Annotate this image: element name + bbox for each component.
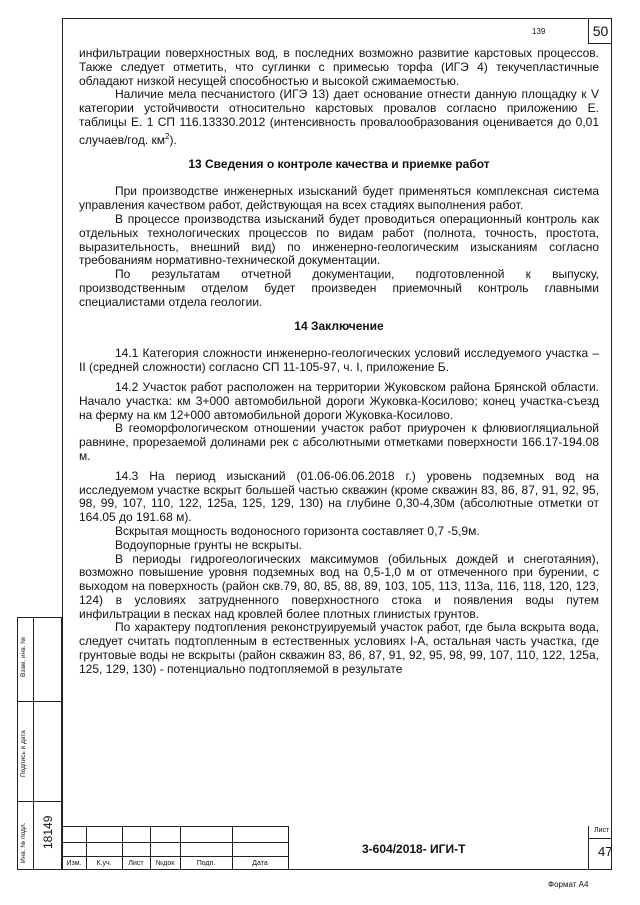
inventory-number: 18149 (41, 815, 55, 849)
paragraph: Водоупорные грунты не вскрыты. (115, 537, 302, 552)
document-code: 3-604/2018- ИГИ-Т (362, 842, 466, 856)
section-13-title: 13 Сведения о контроле качества и приемке работ (188, 156, 490, 171)
paragraph: В процессе производства изысканий будет проводиться операционный контроль как отдельных технологических процессов по видам работ (полнота, точность, простота, выразительность, внешний вид) по инженерно-геологическим изысканиям согласно требованиям нормативно-технической документации. (79, 211, 599, 268)
col-ndok: №док (155, 860, 175, 867)
sheet-label: Лист (594, 827, 610, 834)
col-list: Лист (128, 860, 144, 867)
paragraph: В геоморфологическом отношении участок работ приурочен к флювиогляциальной равнине, прорезаемой долинами рек с абсолютными отметками поверхности 166.17-194.08 м. (79, 421, 599, 463)
title-block (62, 826, 612, 870)
paragraph: инфильтрации поверхностных вод, в последних возможно развитие карстовых процессов. Также следует отметить, что суглинки с примесью торфа (ИГЭ 4) текучепластичные обладают низкой несущей способностью и высокой сжимаемостью. (79, 46, 599, 88)
side-vzam-label: Взам. инв. № (20, 636, 27, 677)
paragraph: Наличие мела песчанистого (ИГЭ 13) дает основание отнести данную площадку к V категории устойчивости относительно карстовых провалов согласно приложению Е. таблицы Е. 1 СП 116.13330.2012 (интенсивность провалообразования оценивается до 0,01 случаев/год. $км^2$). (79, 87, 599, 147)
page-number-box: 50 (588, 18, 612, 44)
document-body (79, 47, 599, 677)
section-14-title: 14 Заключение (294, 318, 384, 333)
paragraph: По результатам отчетной документации, подготовленной к выпуску, производственным отделом будет произведен приемочный контроль главными специалистами отдела геологии. (79, 267, 599, 309)
paragraph: При производстве инженерных изысканий будет применяться комплексная система управления качеством работ, действующая на всех стадиях выполнения работ. (79, 184, 599, 213)
col-podp: Подп. (196, 860, 216, 867)
col-kuch: К.уч. (96, 860, 112, 867)
paragraph-14-2: 14.2 Участок работ расположен на территории Жуковском района Брянской области. Начало участка: км 3+000 автомобильной дороги Жуковка-Косилово; конец участка-съезд на ферму на км 12+000 автомобильной дороги Жуковка-Косилово. (79, 379, 599, 422)
side-stamp (17, 617, 62, 870)
paragraph-14-3: 14.3 На период изысканий (01.06-06.06.2018 г.) уровень подземных вод на исследуемом участке вскрыт большей частью скважин (кроме скважин 83, 86, 87, 91, 92, 95, 98, 99, 107, 110, 122, 125а, 125, 129, 130) на глубине 0,30-4,30м (абсолютные отметки от 164.05 до 191.68 м). (79, 468, 599, 525)
format-label: Формат А4 (548, 880, 589, 889)
sheet-number: 47 (598, 844, 613, 859)
col-data: Дата (252, 860, 268, 867)
side-podpis-label: Подпись и дата (20, 730, 27, 777)
side-inv-label: Инв. № подл. (20, 822, 27, 863)
paragraph: В периоды гидрогеологических максимумов (обильных дождей и снеготаяния), возможно повышение уровня подземных вод на 0,5-1,0 м от отмеченного при бурении, с выходом на поверхность (район скв.79, 80, 85, 88, 89, 103, 105, 113, 113а, 116, 118, 120, 123, 124) в условиях затрудненного поверхностного стока и появления воды путем инфильтрации в песках над кровлей более плотных глинистых грунтов. (79, 551, 599, 621)
page-number-small: 139 (532, 27, 546, 36)
col-izm: Изм. (66, 860, 82, 867)
paragraph: По характеру подтопления реконструируемый участок работ, где была вскрыта вода, следует считать подтопленным в естественных условиях I-А, остальная часть участка, где грунтовые воды не вскрыты (район скважин 83, 86, 87, 91, 92, 95, 98, 99, 107, 110, 122, 125а, 125, 129, 130) - потенциально подтопляемой в результате (79, 620, 599, 676)
paragraph-14-1: 14.1 Категория сложности инженерно-геологических условий исследуемого участка – II (средней сложности) согласно СП 11-105-97, ч. I, приложение Б. (79, 346, 599, 375)
paragraph: Вскрытая мощность водоносного горизонта составляет 0,7 -5,9м. (115, 523, 480, 538)
